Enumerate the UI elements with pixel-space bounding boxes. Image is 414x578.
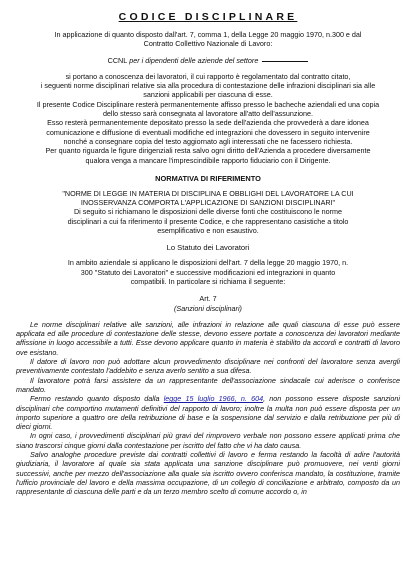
ccnl-prefix: CCNL [107, 55, 128, 65]
article-paragraph [16, 394, 400, 431]
fermo-text: , non possono essere disposte sanzioni disciplinari che comportino mutamenti definitivi del rapporto di lavoro; inoltre la multa non può essere disposta per un importo superiore a quattro ore della retribuzione di base e la sospensione dal servizio e dalla retribuzione per più di dieci giorni. [16, 394, 400, 432]
fermo-text: Fermo restando quanto disposto dalla [30, 394, 164, 404]
article-paragraph: Il lavoratore potrà farsi assistere da un rappresentante dell'associazione sindacale cui aderisce o conferisce mandato. [16, 375, 400, 394]
normativa-line: INOSSERVANZA COMPORTA L'APPLICAZIONE DI SANZIONI DISCIPLINARI" [80, 198, 336, 208]
body-line: qualora venga a mancare l'imprescindibile rapporto fiduciario con il Dirigente. [85, 155, 331, 165]
normativa-heading: NORMATIVA DI RIFERIMENTO [155, 173, 261, 183]
article-label: Art. 7 [199, 294, 217, 304]
ccnl-line [16, 56, 400, 65]
body-line: nonché a consegnare copia del testo aggiornato agli interessati che ne facessero richiesta. [63, 136, 353, 146]
article-subtitle: (Sanzioni disciplinari) [174, 303, 242, 313]
body-line: si portano a conoscenza dei lavoratori, il cui rapporto è regolamentato dal contratto citato, [65, 71, 351, 81]
normativa-line: "NORME DI LEGGE IN MATERIA DI DISCIPLINA E OBBLIGHI DEL LAVORATORE LA CUI [62, 188, 354, 198]
law-604-link[interactable]: legge 15 luglio 1966, n. 604 [163, 394, 264, 404]
normativa-line: esemplificativo e non esaustivo. [157, 226, 259, 236]
statuto-heading: Lo Statuto dei Lavoratori [166, 243, 250, 253]
statuto-line: 300 "Statuto dei Lavoratori" e successive modificazioni ed integrazioni in quanto [80, 267, 336, 277]
article-paragraph: In ogni caso, i provvedimenti disciplinari più gravi del rimprovero verbale non possono essere applicati prima che siano trascorsi cinque giorni dalla contestazione per iscritto del fatto che vi ha dato causa. [16, 431, 400, 450]
normativa-line: Di seguito si richiamano le disposizioni delle diverse fonti che costituiscono le norme [73, 207, 343, 217]
intro-line: In applicazione di quanto disposto dall'art. 7, comma 1, della Legge 20 maggio 1970, n.300 e dal [54, 30, 362, 39]
body-line: i seguenti norme disciplinari relative sia alla procedura di contestazione delle infrazioni disciplinari sia alle [40, 81, 376, 91]
article-paragraph: Salvo analoghe procedure previste dai contratti collettivi di lavoro e ferma restando la facoltà di adire l'autorità giudiziaria, il lavoratore al quale sia stata applicata una sanzione disciplinare può promuovere, nei venti giorni successivi, anche per mezzo dell'associazione alla quale sia iscritto ovvero conferisca mandato, la costituzione, tramite l'ufficio provinciale del lavoro e della massima occupazione, di un collegio di conciliazione e arbitrato, composto da un rappresentante di ciascuna delle parti e da un terzo membro scelto di comune accordo o, in [16, 449, 400, 497]
article-paragraph: Le norme disciplinari relative alle sanzioni, alle infrazioni in relazione alle quali ciascuna di esse può essere applicata ed alle procedure di contestazione delle stesse, devono essere portate a conoscenza dei lavoratori mediante affissione in luogo accessibile a tutti. Esse devono applicare quanto in materia è stabilito da accordi e contratti di lavoro ove esistano. [16, 319, 400, 357]
body-line: Esso resterà permanentemente depositato presso la sede dell'azienda che provvederà a dare idonea [47, 118, 369, 128]
ccnl-sector-label: per i dipendenti delle aziende del settore [129, 55, 259, 65]
normativa-block [16, 189, 400, 235]
statuto-line: compatibili. In particolare si richiama il seguente: [130, 276, 286, 286]
statuto-block [16, 258, 400, 286]
document-title: CODICE DISCIPLINARE [118, 11, 298, 23]
body-block [16, 72, 400, 165]
intro-line: Contratto Collettivo Nazionale di Lavoro: [143, 39, 273, 49]
normativa-line: disciplinari a cui fa riferimento il presente Codice, e che rappresentano casistiche a titolo [67, 216, 349, 226]
sector-blank-line [262, 61, 308, 62]
intro-block [16, 30, 400, 49]
body-line: dello stesso sarà consegnata al lavoratore all'atto dell'assunzione. [102, 109, 314, 119]
body-line: Per quanto riguarda le figure dirigenziali resta salvo ogni diritto dell'Azienda a procedere diversamente [45, 146, 371, 156]
body-line: sanzioni applicabili per ciascuna di esse. [143, 90, 273, 100]
body-line: comunicazione e diffusione di eventuali modifiche ed integrazioni che dovessero in seguito intervenire [46, 127, 370, 137]
article-text [16, 320, 400, 497]
article-paragraph: Il datore di lavoro non può adottare alcun provvedimento disciplinare nei confronti del lavoratore senza avergli preventivamente contestato l'addebito e senza averlo sentito a sua difesa. [16, 357, 400, 376]
body-line: Il presente Codice Disciplinare resterà permanentemente affisso presso le bacheche aziendali ed una copia [36, 99, 380, 109]
statuto-line: In ambito aziendale si applicano le disposizioni dell'art. 7 della legge 20 maggio 1970, n. [67, 258, 349, 268]
